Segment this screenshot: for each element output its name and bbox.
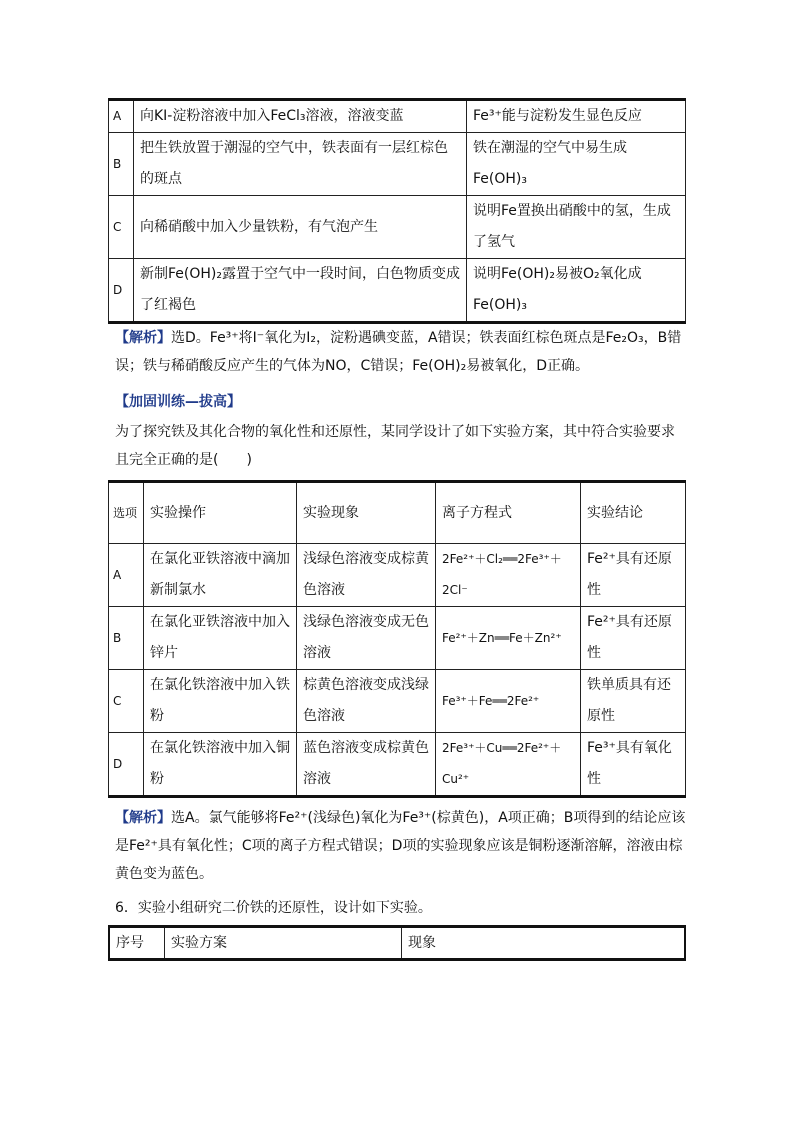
question-text: 为了探究铁及其化合物的氧化性和还原性，某同学设计了如下实验方案，其中符合实验要求且完全正确的是( )	[115, 424, 675, 468]
header-operation: 实验操作	[144, 482, 297, 544]
option-key: B	[109, 133, 134, 196]
table-row	[109, 544, 686, 607]
option-operation: 向KI-淀粉溶液中加入FeCl₃溶液，溶液变蓝	[134, 100, 467, 133]
option-conclusion: 铁在潮湿的空气中易生成Fe(OH)₃	[467, 133, 686, 196]
options-table-2	[108, 480, 686, 798]
header-number: 序号	[109, 927, 165, 960]
analysis-tag: 【解析】	[115, 330, 171, 346]
option-equation: 2Fe³⁺＋Cu══2Fe²⁺＋Cu²⁺	[436, 733, 581, 797]
option-key: D	[109, 259, 134, 323]
option-operation: 向稀硝酸中加入少量铁粉，有气泡产生	[134, 196, 467, 259]
option-conclusion: 铁单质具有还原性	[581, 670, 686, 733]
table-header-row	[109, 482, 686, 544]
table-row	[109, 670, 686, 733]
header-conclusion: 实验结论	[581, 482, 686, 544]
option-operation: 在氯化亚铁溶液中滴加新制氯水	[144, 544, 297, 607]
table-row	[109, 607, 686, 670]
experiment-table	[108, 925, 686, 961]
analysis-text: 选D。Fe³⁺将I⁻氧化为I₂，淀粉遇碘变蓝，A错误；铁表面红棕色斑点是Fe₂O₃，B错误；铁与稀硝酸反应产生的气体为NO，C错误；Fe(OH)₂易被氧化，D正确。	[115, 330, 682, 374]
option-key: C	[109, 670, 144, 733]
option-key: A	[109, 100, 134, 133]
analysis-paragraph-2	[115, 804, 687, 888]
option-equation: Fe³⁺＋Fe══2Fe²⁺	[436, 670, 581, 733]
option-conclusion: Fe²⁺具有还原性	[581, 607, 686, 670]
options-table-1	[108, 98, 686, 324]
option-operation: 在氯化亚铁溶液中加入锌片	[144, 607, 297, 670]
option-conclusion: Fe²⁺具有还原性	[581, 544, 686, 607]
analysis-tag: 【解析】	[115, 810, 171, 826]
analysis-text: 选A。氯气能够将Fe²⁺(浅绿色)氧化为Fe³⁺(棕黄色)，A项正确；B项得到的结论应该是Fe²⁺具有氧化性；C项的离子方程式错误；D项的实验现象应该是铜粉逐渐溶解，溶液由棕黄色变为蓝色。	[115, 810, 686, 882]
option-conclusion: Fe³⁺具有氧化性	[581, 733, 686, 797]
question-6-text: 6．实验小组研究二价铁的还原性，设计如下实验。	[115, 900, 432, 916]
option-conclusion: 说明Fe(OH)₂易被O₂氧化成Fe(OH)₃	[467, 259, 686, 323]
table-row	[109, 133, 686, 196]
option-phenomenon: 浅绿色溶液变成无色溶液	[297, 607, 436, 670]
header-equation: 离子方程式	[436, 482, 581, 544]
option-conclusion: 说明Fe置换出硝酸中的氢，生成了氢气	[467, 196, 686, 259]
header-phenomenon: 现象	[402, 927, 686, 960]
option-key: B	[109, 607, 144, 670]
option-operation: 在氯化铁溶液中加入铁粉	[144, 670, 297, 733]
option-equation: Fe²⁺＋Zn══Fe＋Zn²⁺	[436, 607, 581, 670]
option-key: C	[109, 196, 134, 259]
option-key: D	[109, 733, 144, 797]
header-option: 选项	[109, 482, 144, 544]
option-conclusion: Fe³⁺能与淀粉发生显色反应	[467, 100, 686, 133]
header-plan: 实验方案	[165, 927, 402, 960]
analysis-paragraph-1	[115, 324, 687, 380]
option-phenomenon: 棕黄色溶液变成浅绿色溶液	[297, 670, 436, 733]
option-key: A	[109, 544, 144, 607]
option-operation: 把生铁放置于潮湿的空气中，铁表面有一层红棕色的斑点	[134, 133, 467, 196]
option-equation: 2Fe²⁺＋Cl₂══2Fe³⁺＋2Cl⁻	[436, 544, 581, 607]
table-row	[109, 733, 686, 797]
table-row	[109, 196, 686, 259]
table-row	[109, 259, 686, 323]
option-operation: 在氯化铁溶液中加入铜粉	[144, 733, 297, 797]
option-phenomenon: 浅绿色溶液变成棕黄色溶液	[297, 544, 436, 607]
option-phenomenon: 蓝色溶液变成棕黄色溶液	[297, 733, 436, 797]
header-phenomenon: 实验现象	[297, 482, 436, 544]
option-operation: 新制Fe(OH)₂露置于空气中一段时间，白色物质变成了红褐色	[134, 259, 467, 323]
table-row	[109, 100, 686, 133]
table-header-row	[109, 927, 685, 960]
section-title: 【加固训练—拔高】	[115, 394, 241, 410]
